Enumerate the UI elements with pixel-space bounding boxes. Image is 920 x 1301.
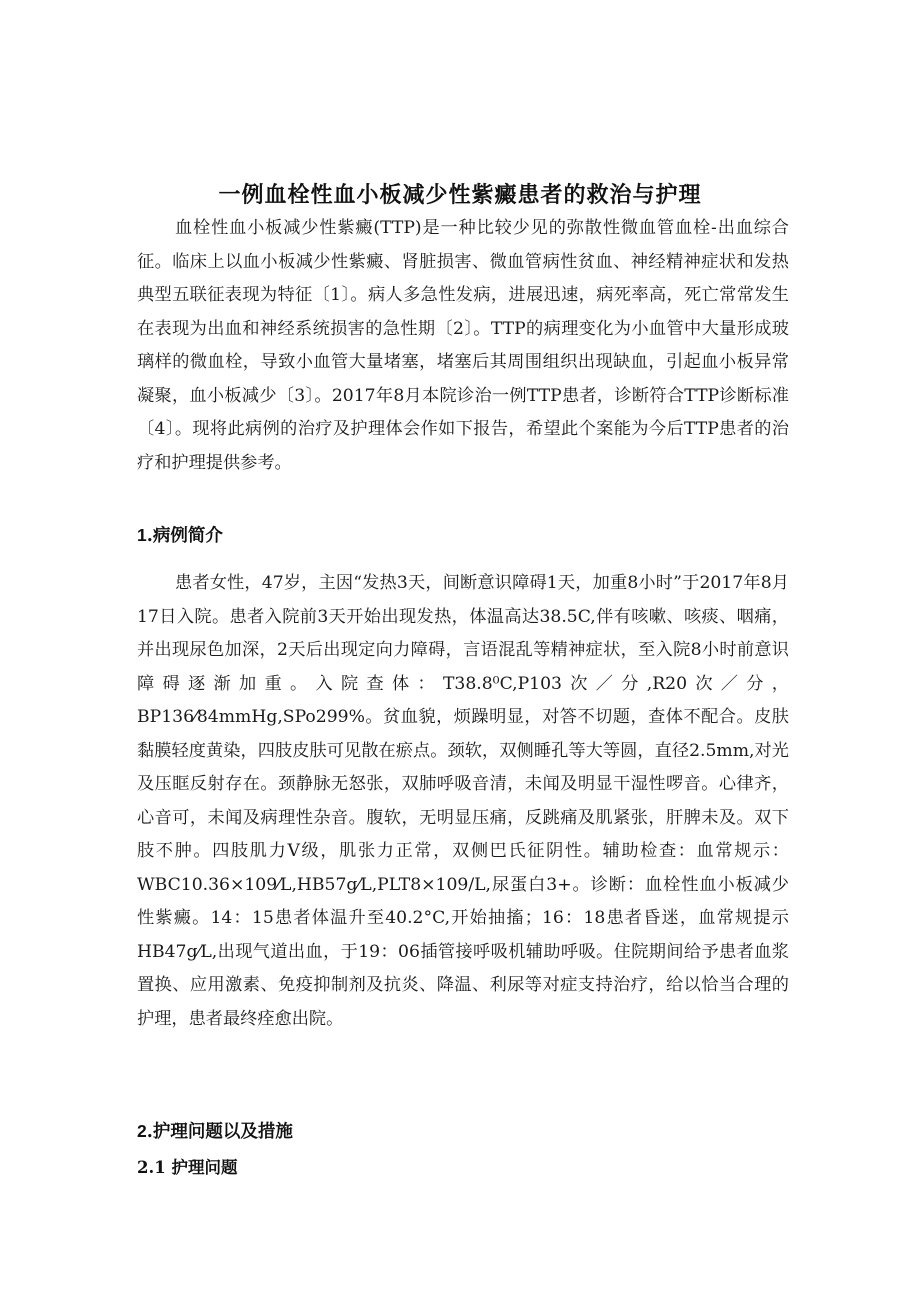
section-heading-1: [137, 522, 223, 547]
section-number: 2: [137, 1121, 147, 1141]
section-heading-2: [137, 1118, 293, 1143]
section-number: 1: [137, 525, 147, 545]
page-title: 一例血栓性血小板减少性紫癜患者的救治与护理: [218, 181, 702, 208]
section-title: .病例简介: [146, 526, 223, 546]
subsection-number: 2.1: [137, 1158, 166, 1177]
case-paragraph: 患者女性，47岁，主因“发热3天，间断意识障碍1天，加重8小时”于2017年8月17日入院。患者入院前3天开始出现发热，体温高达38.5C,伴有咳嗽、咳痰、咽痛，并出现尿色加深，2天后出现定向力障碍，言语混乱等精神症状，至入院8小时前意识障碍逐渐加重。入院查体：T38.8⁰C,P103次／分,R20次／分，BP136⁄84mmHg,SPo299%。贫血貌，烦躁明显，对答不切题，查体不配合。皮肤黏膜轻度黄染，四肢皮肤可见散在瘀点。颈软，双侧睡孔等大等圆，直径2.5mm,对光及压眶反射存在。颈静脉无怒张，双肺呼吸音清，未闻及明显干湿性啰音。心律齐，心音可，未闻及病理性杂音。腹软，无明显压痛，反跳痛及肌紧张，肝脾未及。双下肢不肿。四肢肌力V级，肌张力正常，双侧巴氏征阴性。辅助检查：血常规示：WBC10.36×109⁄L,HB57g⁄L,PLT8×109/L,尿蛋白3+。诊断：血栓性血小板减少性紫癜。14：15患者体温升至40.2°C,开始抽搐；16：18患者昏迷，血常规提示HB47g⁄L,出现气道出血，于19：06插管接呼吸机辅助呼吸。住院期间给予患者血浆置换、应用激素、免疫抑制剂及抗炎、降温、利尿等对症支持治疗，给以恰当合理的护理，患者最终痊愈出院。: [137, 573, 789, 1029]
subsection-heading-2-1: [137, 1154, 237, 1178]
intro-paragraph: 血栓性血小板减少性紫癜(TTP)是一种比较少见的弥散性微血管血栓-出血综合征。临床上以血小板减少性紫癜、肾脏损害、微血管病性贫血、神经精神症状和发热典型五联征表现为特征〔1〕。病人多急性发病，进展迅速，病死率高，死亡常常发生在表现为出血和神经系统损害的急性期〔2〕。TTP的病理变化为小血管中大量形成玻璃样的微血栓，导致小血管大量堵塞，堵塞后其周围组织出现缺血，引起血小板异常凝聚，血小板减少〔3〕。2017年8月本院诊治一例TTP患者，诊断符合TTP诊断标准〔4〕。现将此病例的治疗及护理体会作如下报告，希望此个案能为今后TTP患者的治疗和护理提供参考。: [137, 218, 789, 473]
subsection-title: 护理问题: [171, 1158, 238, 1177]
section-title: .护理问题以及措施: [146, 1122, 293, 1142]
